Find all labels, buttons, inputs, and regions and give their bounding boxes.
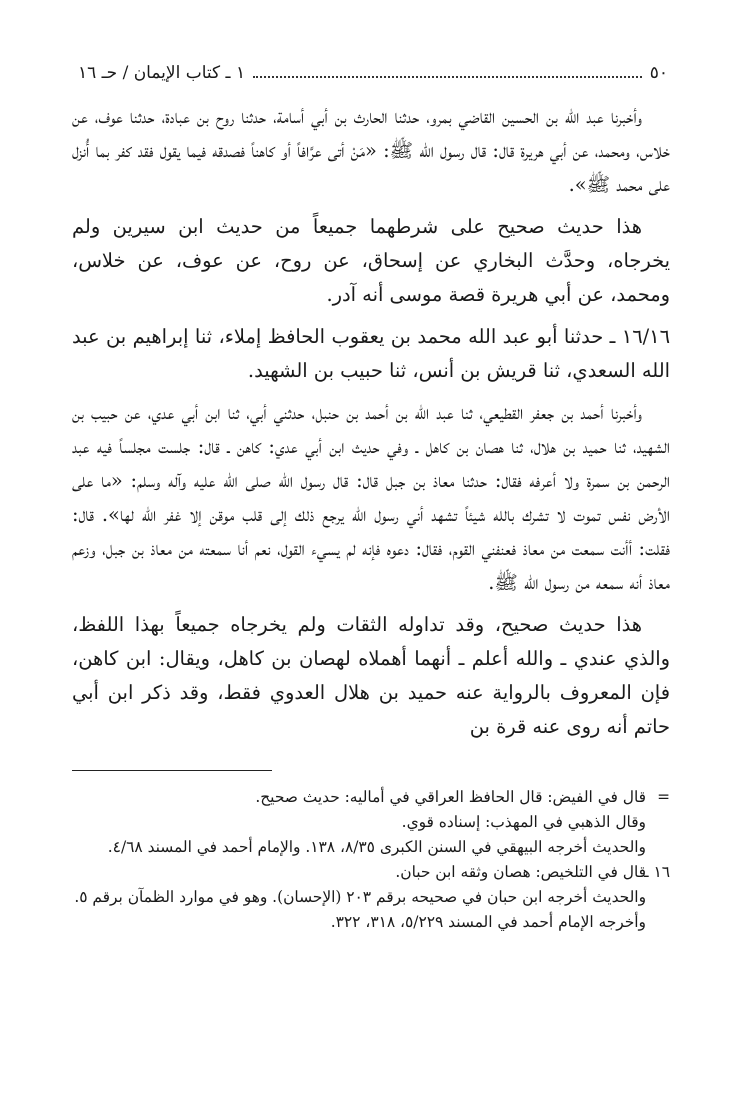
footnote-text: والحديث أخرجه البيهقي في السنن الكبرى ٨/٣٥، ١٣٨. والإمام أحمد في المسند ٤/٦٨. xyxy=(107,838,646,856)
footnote-separator xyxy=(72,770,272,771)
header-dot-leader xyxy=(253,76,642,78)
main-text xyxy=(72,100,670,744)
page-number: ٥٠ xyxy=(649,63,668,83)
footnote-text: والحديث أخرجه ابن حبان في صحيحه برقم ٢٠٣ (الإحسان). وهو في موارد الظمآن برقم ٥. xyxy=(74,888,646,906)
footnote-line xyxy=(72,860,670,885)
footnote-text: قال في التلخيص: هصان وثقه ابن حبان. xyxy=(395,863,646,881)
book-page xyxy=(72,58,670,1086)
footnote-line xyxy=(72,885,670,910)
footnote-line xyxy=(72,835,670,860)
paragraph: وأخبرنا عبد الله بن الحسين القاضي بمرو، حدثنا الحارث بن أبي أسامة، حدثنا روح بن عبادة، حدثنا عوف، عن خلاس، ومحمد، عن أبي هريرة قال: قال رسول الله ﷺ: «مَنْ أتى عرَّافاً أو كاهناً فصدقه فيما يقول فقد كفر بما أُنزل على محمد ﷺ». xyxy=(72,105,670,196)
footnote-mark: = xyxy=(657,788,670,806)
paragraph: هذا حديث صحيح على شرطهما جميعاً من حديث ابن سيرين ولم يخرجاه، وحدَّث البخاري عن إسحاق، عن روح، عن عوف، عن خلاس، ومحمد، عن أبي هريرة قصة موسى أنه آدر. xyxy=(72,215,670,306)
running-title: ١ ـ كتاب الإيمان / حـ ١٦ xyxy=(78,63,246,83)
paragraph: وأخبرنا أحمد بن جعفر القطيعي، ثنا عبد الله بن أحمد بن حنبل، حدثني أبي، ثنا ابن أبي عدي، عن حبيب بن الشهيد، ثنا حميد بن هلال، ثنا هصان بن كاهل ـ وفي حديث ابن أبي عدي: كاهن ـ قال: جلست مجلساً فيه عبد الرحمن بن سمرة ولا أعرفه فقال: حدثنا معاذ بن جبل قال: قال رسول الله صلى الله عليه وآله وسلم: «ما على الأرض نفس تموت لا تشرك بالله شيئاً تشهد أني رسول الله يرجع ذلك إلى قلب موقن إلا غفر الله لها». قال: فقلت: أأنت سمعت من معاذ فعنفني القوم، فقال: دعوه فإنه لم يسيء القول، نعم أنا سمعته من معاذ بن جبل، وزعم معاذ أنه سمعه من رسول الله ﷺ. xyxy=(72,401,670,594)
footnote-text: وأخرجه الإمام أحمد في المسند ٥/٢٢٩، ٣١٨، ٣٢٢. xyxy=(330,913,646,931)
footnotes xyxy=(72,785,670,935)
page-header xyxy=(72,58,670,88)
footnote-line xyxy=(72,785,670,810)
footnote-line xyxy=(72,910,670,935)
footnote-text: وقال الذهبي في المهذب: إسناده قوي. xyxy=(401,813,646,831)
footnote-line xyxy=(72,810,670,835)
hadith-entry: ١٦/١٦ ـ حدثنا أبو عبد الله محمد بن يعقوب الحافظ إملاء، ثنا إبراهيم بن عبد الله السعدي، ثنا قريش بن أنس، ثنا حبيب بن الشهيد. xyxy=(72,325,670,382)
footnote-text: قال في الفيض: قال الحافظ العراقي في أماليه: حديث صحيح. xyxy=(255,788,646,806)
footnote-mark: ١٦ ـ xyxy=(644,863,670,881)
paragraph: هذا حديث صحيح، وقد تداوله الثقات ولم يخرجاه جميعاً بهذا اللفظ، والذي عندي ـ والله أعلم ـ أنهما أهملاه لهصان بن كاهل، ويقال: ابن كاهن، فإن المعروف بالرواية عنه حميد بن هلال العدوي فقط، وقد ذكر ابن أبي حاتم أنه روى عنه قرة بن xyxy=(72,613,670,738)
